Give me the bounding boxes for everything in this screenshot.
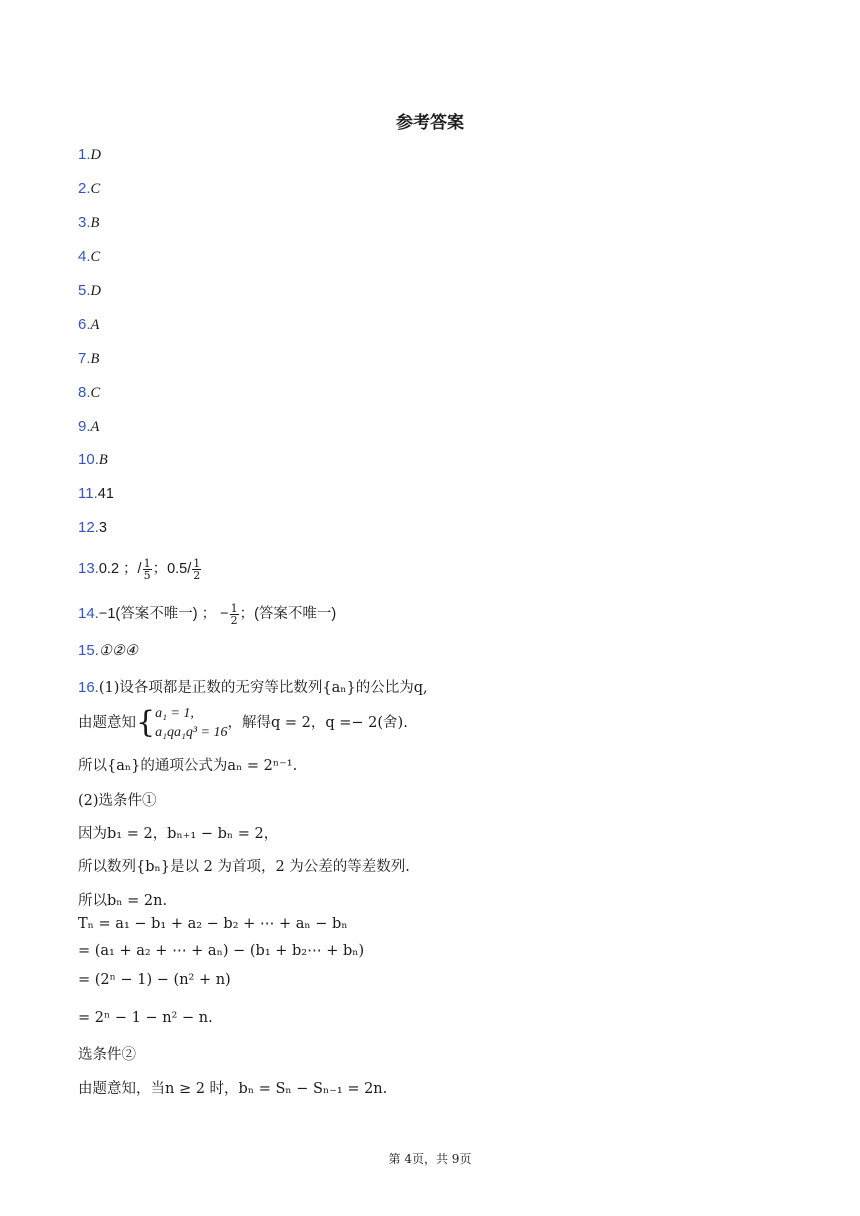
question-number: 2. xyxy=(78,180,91,197)
question-number: 6. xyxy=(78,316,91,333)
question-number: 10. xyxy=(78,451,99,468)
question-number: 1. xyxy=(78,146,91,163)
answer-value: C xyxy=(90,385,101,401)
answer-16-line-12: 选条件② xyxy=(78,1047,136,1063)
answer-value: B xyxy=(90,351,100,367)
answer-9 xyxy=(78,418,99,436)
answer-text: 0.2 ；/ xyxy=(98,561,142,577)
brace-icon: { xyxy=(136,705,156,740)
answer-16-line-5: 因为b₁ = 2，bₙ₊₁ − bₙ = 2， xyxy=(78,826,279,842)
question-number: 4. xyxy=(78,248,91,265)
fraction: $\frac{1}{5}$ xyxy=(143,556,151,582)
equation-system: a₁ = 1, a₁qa₁q³ = 16 xyxy=(155,706,228,740)
question-number: 12. xyxy=(78,519,99,536)
answer-text: ；(答案不唯一) xyxy=(239,606,337,622)
answer-12 xyxy=(78,519,107,536)
solution-text: 由题意知 xyxy=(78,715,136,731)
question-number: 13. xyxy=(78,560,99,577)
question-number: 8. xyxy=(78,384,91,401)
fraction: $\frac{1}{2}$ xyxy=(230,601,238,627)
answer-value: A xyxy=(90,317,100,333)
solution-text: ，解得q = 2，q =− 2(舍). xyxy=(227,715,408,731)
answer-14 xyxy=(78,602,336,626)
question-number: 5. xyxy=(78,282,91,299)
question-number: 11. xyxy=(78,485,98,502)
answer-value: B xyxy=(90,215,100,231)
question-number: 9. xyxy=(78,418,91,435)
answer-13 xyxy=(78,557,202,581)
answer-6 xyxy=(78,316,99,334)
answer-16-line-13: 由题意知，当n ≥ 2 时，bₙ = Sₙ − Sₙ₋₁ = 2n. xyxy=(78,1081,388,1097)
answer-16-line-4: (2)选条件① xyxy=(78,793,157,809)
answer-16-line-9: = (a₁ + a₂ + ⋯ + aₙ) − (b₁ + b₂⋯ + bₙ) xyxy=(78,943,365,959)
answer-2 xyxy=(78,180,100,198)
answer-7 xyxy=(78,350,99,368)
page-footer: 第 4页，共 9页 xyxy=(388,1152,472,1166)
answer-16-line-7: 所以bₙ = 2n. xyxy=(78,893,168,909)
answer-value: D xyxy=(90,147,101,163)
answer-value: 3 xyxy=(98,520,107,536)
solution-text: (1)设各项都是正数的无穷等比数列{aₙ}的公比为q, xyxy=(98,680,428,696)
answer-15 xyxy=(78,642,138,660)
page-title: 参考答案 xyxy=(396,113,464,133)
question-number: 7. xyxy=(78,350,91,367)
answer-value: C xyxy=(90,249,101,265)
answer-text: ；0.5/ xyxy=(152,561,192,577)
answer-16-line-6: 所以数列{bₙ}是以 2 为首项，2 为公差的等差数列. xyxy=(78,859,410,875)
answer-11 xyxy=(78,485,114,502)
answer-8 xyxy=(78,384,100,402)
question-number: 15. xyxy=(78,642,99,659)
answer-4 xyxy=(78,248,100,266)
question-number: 14. xyxy=(78,605,99,622)
question-number: 3. xyxy=(78,214,91,231)
answer-value: 41 xyxy=(97,486,114,502)
answer-text: −1(答案不唯一) ； − xyxy=(98,606,229,622)
answer-10 xyxy=(78,451,108,469)
answer-value: B xyxy=(98,452,108,468)
answer-16-line-10: = (2ⁿ − 1) − (n² + n) xyxy=(78,972,231,988)
answer-value: D xyxy=(90,283,101,299)
answer-value: A xyxy=(90,419,100,435)
answer-16-line-11: = 2ⁿ − 1 − n² − n. xyxy=(78,1010,213,1026)
question-number: 16. xyxy=(78,679,99,696)
answer-5 xyxy=(78,282,101,300)
answer-text: ①②④ xyxy=(98,643,138,659)
answer-3 xyxy=(78,214,99,232)
answer-1 xyxy=(78,146,101,164)
answer-16-line-8: Tₙ = a₁ − b₁ + a₂ − b₂ + ⋯ + aₙ − bₙ xyxy=(78,916,348,932)
answer-value: C xyxy=(90,181,101,197)
answer-16-line-2 xyxy=(78,704,408,742)
fraction: $\frac{1}{2}$ xyxy=(193,556,201,582)
answer-16-line-3: 所以{aₙ}的通项公式为aₙ = 2ⁿ⁻¹. xyxy=(78,758,298,774)
answer-16-line-1 xyxy=(78,676,428,697)
